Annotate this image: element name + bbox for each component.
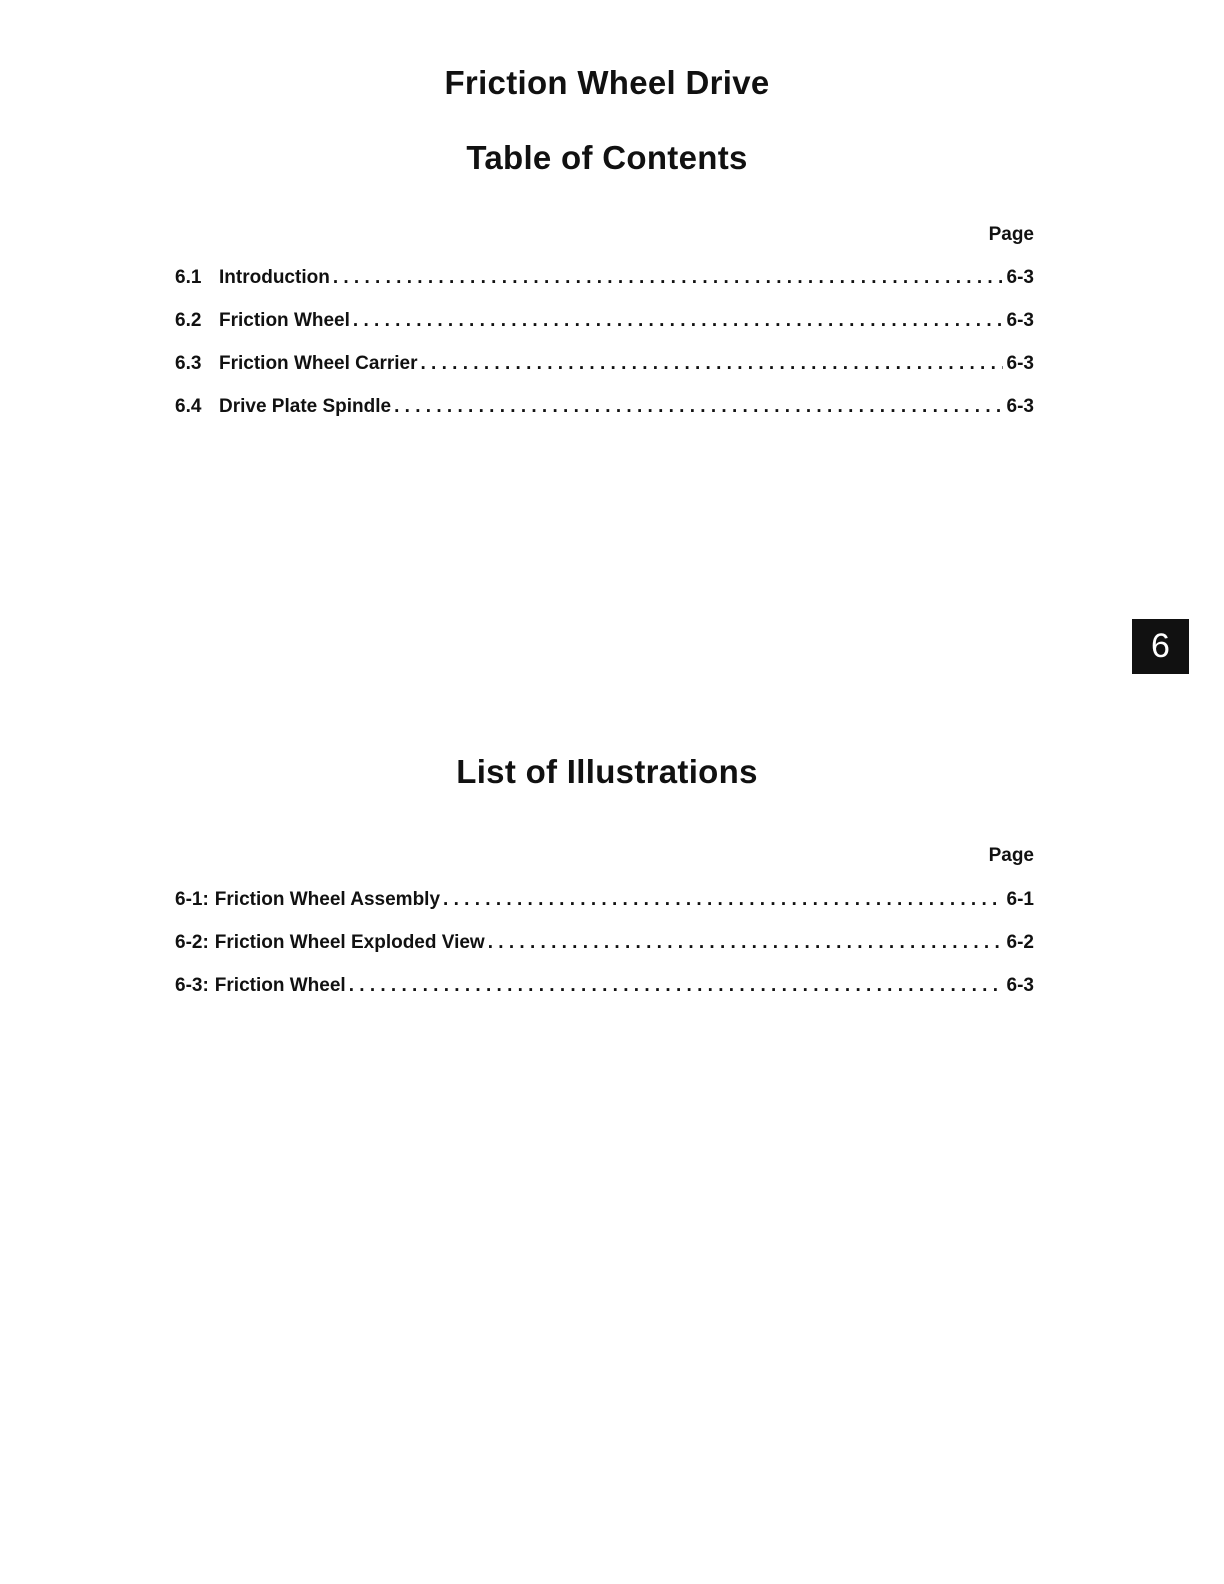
toc-entry-title: Introduction <box>219 267 330 288</box>
list-of-illustrations <box>175 888 1034 1017</box>
illustration-entry-6-1[interactable] <box>175 888 1034 931</box>
toc-entry-6-2[interactable] <box>175 309 1034 352</box>
toc-entry-number: 6.3 <box>175 353 202 374</box>
illustrations-page-column-label: Page <box>988 845 1034 866</box>
toc-entry-number: 6.2 <box>175 310 202 331</box>
toc-entry-page: 6-3 <box>1006 267 1034 288</box>
toc-entry-title: Drive Plate Spindle <box>219 396 392 417</box>
toc-entry-title: Friction Wheel Carrier <box>219 353 418 374</box>
toc-entry-6-4[interactable] <box>175 395 1034 438</box>
illustration-number: 6-1: <box>175 889 209 910</box>
illustration-page: 6-3 <box>1006 975 1034 996</box>
document-title: Friction Wheel Drive <box>444 64 770 101</box>
contents-page-column-label: Page <box>988 224 1034 245</box>
dot-leader <box>421 352 1003 376</box>
illustration-title: Friction Wheel Exploded View <box>214 932 485 953</box>
illustration-page: 6-1 <box>1006 889 1034 910</box>
toc-entry-page: 6-3 <box>1006 353 1034 374</box>
toc-entry-6-3[interactable] <box>175 352 1034 395</box>
toc-entry-title: Friction Wheel <box>219 310 350 331</box>
dot-leader <box>443 888 1002 912</box>
toc-entry-number: 6.4 <box>175 396 202 417</box>
illustration-entry-6-3[interactable] <box>175 974 1034 1017</box>
dot-leader <box>488 931 1003 955</box>
dot-leader <box>349 974 1003 998</box>
toc-entry-6-1[interactable] <box>175 266 1034 309</box>
illustration-title: Friction Wheel <box>214 975 346 996</box>
illustration-number: 6-3: <box>175 975 209 996</box>
illustration-entry-6-2[interactable] <box>175 931 1034 974</box>
table-of-contents-heading: Table of Contents <box>466 139 748 176</box>
list-of-illustrations-heading: List of Illustrations <box>456 753 758 790</box>
illustration-page: 6-2 <box>1006 932 1034 953</box>
table-of-contents-list <box>175 266 1034 438</box>
illustration-number: 6-2: <box>175 932 209 953</box>
chapter-tab-marker: 6 <box>1132 619 1189 674</box>
dot-leader <box>394 395 1002 419</box>
dot-leader <box>333 266 1003 290</box>
toc-entry-page: 6-3 <box>1006 396 1034 417</box>
toc-entry-page: 6-3 <box>1006 310 1034 331</box>
dot-leader <box>353 309 1003 333</box>
illustration-title: Friction Wheel Assembly <box>214 889 441 910</box>
toc-entry-number: 6.1 <box>175 267 202 288</box>
